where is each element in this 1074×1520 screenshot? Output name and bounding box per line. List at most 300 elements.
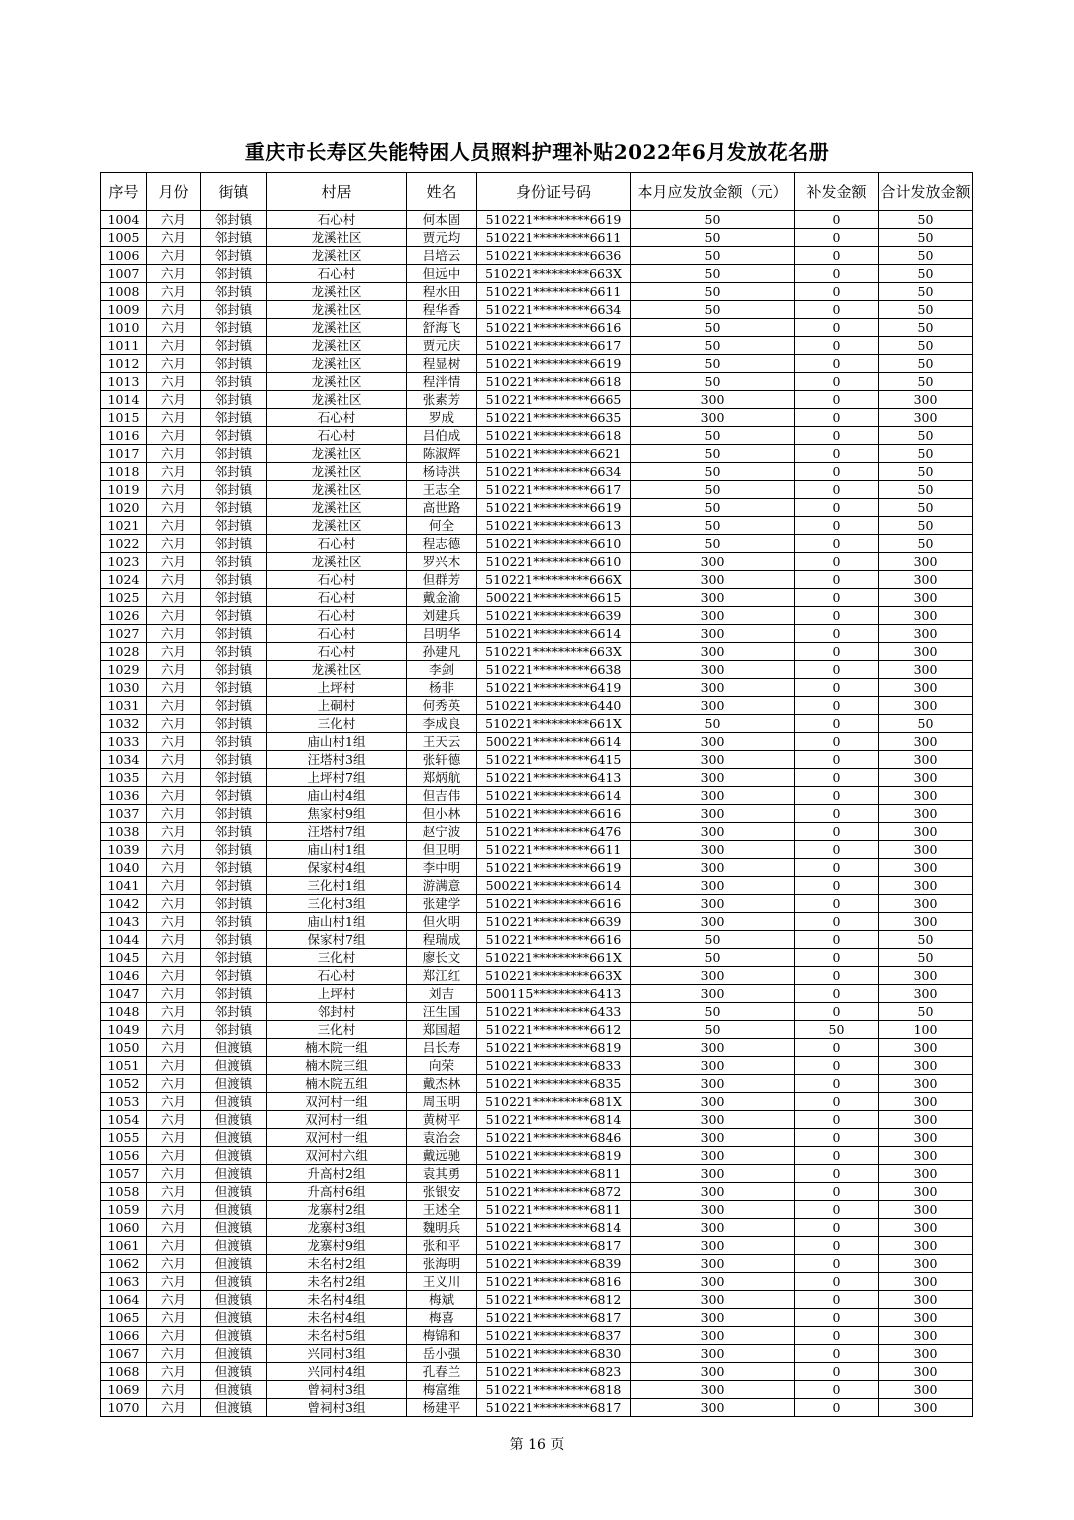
total-cell: 300 (879, 643, 973, 661)
total-cell: 50 (879, 373, 973, 391)
month-cell: 六月 (147, 1399, 201, 1417)
back-pay-cell: 0 (795, 697, 879, 715)
monthly-amount-cell: 300 (631, 1147, 795, 1165)
total-cell: 300 (879, 589, 973, 607)
table-row (101, 1183, 973, 1201)
village-cell: 三化村 (267, 715, 407, 733)
id-number-cell: 500115*********6413 (477, 985, 631, 1003)
name-cell: 梅斌 (407, 1291, 477, 1309)
id-number-cell: 510221*********6611 (477, 841, 631, 859)
village-cell: 龙寨村9组 (267, 1237, 407, 1255)
monthly-amount-cell: 300 (631, 823, 795, 841)
id-number-cell: 510221*********6617 (477, 337, 631, 355)
name-cell: 廖长文 (407, 949, 477, 967)
id-number-cell: 510221*********6433 (477, 1003, 631, 1021)
id-number-cell: 510221*********663X (477, 643, 631, 661)
village-cell: 石心村 (267, 265, 407, 283)
total-cell: 50 (879, 949, 973, 967)
seq-cell: 1018 (101, 463, 147, 481)
back-pay-cell: 0 (795, 427, 879, 445)
back-pay-cell: 0 (795, 859, 879, 877)
total-cell: 300 (879, 1183, 973, 1201)
name-cell: 郑江红 (407, 967, 477, 985)
month-cell: 六月 (147, 1273, 201, 1291)
town-cell: 邻封镇 (201, 607, 267, 625)
village-cell: 上坪村7组 (267, 769, 407, 787)
id-number-cell: 510221*********6837 (477, 1327, 631, 1345)
month-cell: 六月 (147, 751, 201, 769)
month-cell: 六月 (147, 301, 201, 319)
table-row (101, 1291, 973, 1309)
total-cell: 300 (879, 571, 973, 589)
town-cell: 邻封镇 (201, 751, 267, 769)
month-cell: 六月 (147, 229, 201, 247)
table-row (101, 751, 973, 769)
id-number-cell: 510221*********6638 (477, 661, 631, 679)
village-cell: 三化村 (267, 1021, 407, 1039)
monthly-amount-cell: 300 (631, 787, 795, 805)
monthly-amount-cell: 50 (631, 481, 795, 499)
id-number-cell: 510221*********681X (477, 1093, 631, 1111)
town-cell: 但渡镇 (201, 1291, 267, 1309)
id-number-cell: 510221*********6616 (477, 931, 631, 949)
total-cell: 300 (879, 391, 973, 409)
table-row (101, 553, 973, 571)
month-cell: 六月 (147, 247, 201, 265)
seq-cell: 1032 (101, 715, 147, 733)
id-number-cell: 510221*********6613 (477, 517, 631, 535)
town-cell: 邻封镇 (201, 841, 267, 859)
monthly-amount-cell: 50 (631, 1003, 795, 1021)
table-row (101, 1003, 973, 1021)
total-cell: 300 (879, 1219, 973, 1237)
back-pay-cell: 0 (795, 535, 879, 553)
seq-cell: 1028 (101, 643, 147, 661)
id-number-cell: 510221*********6665 (477, 391, 631, 409)
monthly-amount-cell: 50 (631, 247, 795, 265)
village-cell: 楠木院五组 (267, 1075, 407, 1093)
total-cell: 300 (879, 823, 973, 841)
id-number-cell: 510221*********6817 (477, 1399, 631, 1417)
month-cell: 六月 (147, 985, 201, 1003)
town-cell: 但渡镇 (201, 1165, 267, 1183)
name-cell: 刘建兵 (407, 607, 477, 625)
total-cell: 300 (879, 1129, 973, 1147)
name-cell: 陈淑辉 (407, 445, 477, 463)
seq-cell: 1052 (101, 1075, 147, 1093)
town-cell: 邻封镇 (201, 265, 267, 283)
name-cell: 吕明华 (407, 625, 477, 643)
total-cell: 300 (879, 409, 973, 427)
town-cell: 邻封镇 (201, 283, 267, 301)
name-cell: 贾元庆 (407, 337, 477, 355)
seq-cell: 1009 (101, 301, 147, 319)
id-number-cell: 510221*********6823 (477, 1363, 631, 1381)
table-row (101, 1345, 973, 1363)
seq-cell: 1008 (101, 283, 147, 301)
table-row (101, 589, 973, 607)
seq-cell: 1020 (101, 499, 147, 517)
village-cell: 龙溪社区 (267, 391, 407, 409)
total-cell: 50 (879, 445, 973, 463)
id-number-cell: 510221*********6616 (477, 805, 631, 823)
back-pay-cell: 0 (795, 607, 879, 625)
monthly-amount-cell: 300 (631, 877, 795, 895)
back-pay-cell: 0 (795, 769, 879, 787)
seq-cell: 1062 (101, 1255, 147, 1273)
month-cell: 六月 (147, 643, 201, 661)
name-cell: 周玉明 (407, 1093, 477, 1111)
total-cell: 300 (879, 1093, 973, 1111)
back-pay-cell: 0 (795, 949, 879, 967)
village-cell: 邻封村 (267, 1003, 407, 1021)
total-cell: 50 (879, 301, 973, 319)
town-cell: 邻封镇 (201, 211, 267, 229)
back-pay-cell: 0 (795, 1093, 879, 1111)
total-cell: 300 (879, 1363, 973, 1381)
village-cell: 上坪村 (267, 679, 407, 697)
town-cell: 邻封镇 (201, 661, 267, 679)
seq-cell: 1033 (101, 733, 147, 751)
monthly-amount-cell: 50 (631, 283, 795, 301)
back-pay-cell: 50 (795, 1021, 879, 1039)
total-cell: 300 (879, 625, 973, 643)
town-cell: 但渡镇 (201, 1381, 267, 1399)
month-cell: 六月 (147, 769, 201, 787)
name-cell: 贾元均 (407, 229, 477, 247)
town-cell: 但渡镇 (201, 1075, 267, 1093)
name-cell: 戴远驰 (407, 1147, 477, 1165)
back-pay-cell: 0 (795, 247, 879, 265)
monthly-amount-cell: 300 (631, 1201, 795, 1219)
monthly-amount-cell: 300 (631, 1255, 795, 1273)
monthly-amount-cell: 50 (631, 535, 795, 553)
table-row (101, 625, 973, 643)
table-row (101, 1255, 973, 1273)
town-cell: 邻封镇 (201, 463, 267, 481)
town-cell: 邻封镇 (201, 319, 267, 337)
month-cell: 六月 (147, 1327, 201, 1345)
town-cell: 邻封镇 (201, 967, 267, 985)
id-number-cell: 510221*********6814 (477, 1219, 631, 1237)
seq-cell: 1066 (101, 1327, 147, 1345)
town-cell: 邻封镇 (201, 571, 267, 589)
back-pay-cell: 0 (795, 373, 879, 391)
total-cell: 300 (879, 841, 973, 859)
seq-cell: 1031 (101, 697, 147, 715)
total-cell: 300 (879, 1057, 973, 1075)
id-number-cell: 510221*********6611 (477, 283, 631, 301)
table-row (101, 1093, 973, 1111)
id-number-cell: 510221*********6618 (477, 373, 631, 391)
back-pay-cell: 0 (795, 1057, 879, 1075)
village-cell: 双河村一组 (267, 1111, 407, 1129)
month-cell: 六月 (147, 1021, 201, 1039)
header-seq: 序号 (101, 173, 147, 211)
id-number-cell: 510221*********6415 (477, 751, 631, 769)
seq-cell: 1055 (101, 1129, 147, 1147)
back-pay-cell: 0 (795, 1399, 879, 1417)
back-pay-cell: 0 (795, 1273, 879, 1291)
town-cell: 但渡镇 (201, 1057, 267, 1075)
town-cell: 邻封镇 (201, 679, 267, 697)
back-pay-cell: 0 (795, 895, 879, 913)
total-cell: 300 (879, 697, 973, 715)
seq-cell: 1053 (101, 1093, 147, 1111)
month-cell: 六月 (147, 625, 201, 643)
back-pay-cell: 0 (795, 211, 879, 229)
seq-cell: 1037 (101, 805, 147, 823)
month-cell: 六月 (147, 373, 201, 391)
table-row (101, 913, 973, 931)
total-cell: 50 (879, 715, 973, 733)
village-cell: 未名村4组 (267, 1291, 407, 1309)
name-cell: 黄树平 (407, 1111, 477, 1129)
seq-cell: 1041 (101, 877, 147, 895)
village-cell: 龙溪社区 (267, 481, 407, 499)
id-number-cell: 510221*********6614 (477, 787, 631, 805)
month-cell: 六月 (147, 697, 201, 715)
seq-cell: 1049 (101, 1021, 147, 1039)
village-cell: 龙溪社区 (267, 463, 407, 481)
table-row (101, 1039, 973, 1057)
monthly-amount-cell: 300 (631, 1093, 795, 1111)
back-pay-cell: 0 (795, 481, 879, 499)
header-monthly-amount-label: 本月应发放金额（元） (637, 182, 788, 201)
town-cell: 邻封镇 (201, 715, 267, 733)
name-cell: 程瑞成 (407, 931, 477, 949)
monthly-amount-cell: 300 (631, 895, 795, 913)
town-cell: 但渡镇 (201, 1255, 267, 1273)
town-cell: 但渡镇 (201, 1399, 267, 1417)
back-pay-cell: 0 (795, 1291, 879, 1309)
monthly-amount-cell: 300 (631, 769, 795, 787)
village-cell: 三化村1组 (267, 877, 407, 895)
monthly-amount-cell: 300 (631, 409, 795, 427)
total-cell: 50 (879, 229, 973, 247)
header-name: 姓名 (407, 173, 477, 211)
table-row (101, 787, 973, 805)
total-cell: 300 (879, 607, 973, 625)
month-cell: 六月 (147, 1183, 201, 1201)
back-pay-cell: 0 (795, 319, 879, 337)
table-row (101, 1147, 973, 1165)
table-row (101, 1273, 973, 1291)
name-cell: 王志全 (407, 481, 477, 499)
monthly-amount-cell: 300 (631, 1381, 795, 1399)
town-cell: 但渡镇 (201, 1093, 267, 1111)
back-pay-cell: 0 (795, 931, 879, 949)
back-pay-cell: 0 (795, 409, 879, 427)
town-cell: 邻封镇 (201, 409, 267, 427)
table-row (101, 985, 973, 1003)
month-cell: 六月 (147, 1003, 201, 1021)
id-number-cell: 510221*********6833 (477, 1057, 631, 1075)
town-cell: 邻封镇 (201, 247, 267, 265)
back-pay-cell: 0 (795, 733, 879, 751)
village-cell: 石心村 (267, 625, 407, 643)
id-number-cell: 510221*********6413 (477, 769, 631, 787)
town-cell: 但渡镇 (201, 1309, 267, 1327)
monthly-amount-cell: 300 (631, 751, 795, 769)
id-number-cell: 510221*********6816 (477, 1273, 631, 1291)
total-cell: 300 (879, 859, 973, 877)
table-row (101, 877, 973, 895)
id-number-cell: 510221*********6811 (477, 1165, 631, 1183)
village-cell: 石心村 (267, 535, 407, 553)
table-row (101, 427, 973, 445)
month-cell: 六月 (147, 895, 201, 913)
town-cell: 邻封镇 (201, 931, 267, 949)
back-pay-cell: 0 (795, 1363, 879, 1381)
table-row (101, 1219, 973, 1237)
id-number-cell: 510221*********6811 (477, 1201, 631, 1219)
back-pay-cell: 0 (795, 553, 879, 571)
total-cell: 50 (879, 463, 973, 481)
id-number-cell: 510221*********6619 (477, 355, 631, 373)
id-number-cell: 510221*********6617 (477, 481, 631, 499)
village-cell: 升高村6组 (267, 1183, 407, 1201)
back-pay-cell: 0 (795, 1165, 879, 1183)
month-cell: 六月 (147, 265, 201, 283)
table-row (101, 409, 973, 427)
village-cell: 楠木院一组 (267, 1039, 407, 1057)
town-cell: 但渡镇 (201, 1147, 267, 1165)
month-cell: 六月 (147, 787, 201, 805)
seq-cell: 1050 (101, 1039, 147, 1057)
village-cell: 石心村 (267, 589, 407, 607)
table-row (101, 1057, 973, 1075)
total-cell: 50 (879, 517, 973, 535)
table-row (101, 463, 973, 481)
name-cell: 杨非 (407, 679, 477, 697)
total-cell: 300 (879, 1255, 973, 1273)
month-cell: 六月 (147, 481, 201, 499)
name-cell: 罗成 (407, 409, 477, 427)
back-pay-cell: 0 (795, 445, 879, 463)
total-cell: 300 (879, 679, 973, 697)
village-cell: 三化村 (267, 949, 407, 967)
id-number-cell: 510221*********6612 (477, 1021, 631, 1039)
seq-cell: 1029 (101, 661, 147, 679)
seq-cell: 1043 (101, 913, 147, 931)
town-cell: 但渡镇 (201, 1345, 267, 1363)
table-row (101, 733, 973, 751)
name-cell: 郑炳航 (407, 769, 477, 787)
month-cell: 六月 (147, 1219, 201, 1237)
table-row (101, 265, 973, 283)
month-cell: 六月 (147, 571, 201, 589)
id-number-cell: 510221*********6619 (477, 859, 631, 877)
back-pay-cell: 0 (795, 229, 879, 247)
id-number-cell: 510221*********663X (477, 265, 631, 283)
table-row (101, 1381, 973, 1399)
name-cell: 李中明 (407, 859, 477, 877)
back-pay-cell: 0 (795, 1381, 879, 1399)
village-cell: 龙溪社区 (267, 499, 407, 517)
monthly-amount-cell: 300 (631, 1057, 795, 1075)
village-cell: 汪塔村3组 (267, 751, 407, 769)
back-pay-cell: 0 (795, 1003, 879, 1021)
town-cell: 邻封镇 (201, 373, 267, 391)
town-cell: 但渡镇 (201, 1039, 267, 1057)
seq-cell: 1023 (101, 553, 147, 571)
village-cell: 庙山村1组 (267, 841, 407, 859)
monthly-amount-cell: 300 (631, 1399, 795, 1417)
total-cell: 300 (879, 1345, 973, 1363)
name-cell: 孙建凡 (407, 643, 477, 661)
village-cell: 龙溪社区 (267, 337, 407, 355)
back-pay-cell: 0 (795, 877, 879, 895)
month-cell: 六月 (147, 283, 201, 301)
village-cell: 石心村 (267, 643, 407, 661)
table-row (101, 391, 973, 409)
name-cell: 舒海飞 (407, 319, 477, 337)
back-pay-cell: 0 (795, 643, 879, 661)
table-row (101, 481, 973, 499)
name-cell: 孔春兰 (407, 1363, 477, 1381)
name-cell: 游满意 (407, 877, 477, 895)
id-number-cell: 510221*********6819 (477, 1039, 631, 1057)
id-number-cell: 510221*********6616 (477, 895, 631, 913)
month-cell: 六月 (147, 1291, 201, 1309)
total-cell: 300 (879, 1327, 973, 1345)
seq-cell: 1026 (101, 607, 147, 625)
seq-cell: 1030 (101, 679, 147, 697)
header-total-label: 合计发放金额 (880, 182, 971, 201)
table-row (101, 1165, 973, 1183)
village-cell: 龙溪社区 (267, 517, 407, 535)
month-cell: 六月 (147, 463, 201, 481)
back-pay-cell: 0 (795, 265, 879, 283)
village-cell: 升高村2组 (267, 1165, 407, 1183)
monthly-amount-cell: 300 (631, 589, 795, 607)
monthly-amount-cell: 300 (631, 1075, 795, 1093)
monthly-amount-cell: 300 (631, 1237, 795, 1255)
name-cell: 杨诗洪 (407, 463, 477, 481)
seq-cell: 1048 (101, 1003, 147, 1021)
monthly-amount-cell: 300 (631, 1309, 795, 1327)
table-row (101, 319, 973, 337)
name-cell: 张和平 (407, 1237, 477, 1255)
village-cell: 石心村 (267, 967, 407, 985)
town-cell: 邻封镇 (201, 949, 267, 967)
month-cell: 六月 (147, 337, 201, 355)
month-cell: 六月 (147, 823, 201, 841)
name-cell: 戴杰林 (407, 1075, 477, 1093)
village-cell: 龙寨村3组 (267, 1219, 407, 1237)
back-pay-cell: 0 (795, 661, 879, 679)
total-cell: 300 (879, 769, 973, 787)
id-number-cell: 510221*********6440 (477, 697, 631, 715)
village-cell: 楠木院三组 (267, 1057, 407, 1075)
header-total (879, 173, 973, 211)
total-cell: 300 (879, 1147, 973, 1165)
month-cell: 六月 (147, 949, 201, 967)
month-cell: 六月 (147, 733, 201, 751)
table-row (101, 283, 973, 301)
month-cell: 六月 (147, 1093, 201, 1111)
seq-cell: 1054 (101, 1111, 147, 1129)
village-cell: 龙溪社区 (267, 247, 407, 265)
seq-cell: 1035 (101, 769, 147, 787)
month-cell: 六月 (147, 913, 201, 931)
seq-cell: 1060 (101, 1219, 147, 1237)
back-pay-cell: 0 (795, 301, 879, 319)
month-cell: 六月 (147, 1057, 201, 1075)
table-row (101, 373, 973, 391)
table-row (101, 643, 973, 661)
